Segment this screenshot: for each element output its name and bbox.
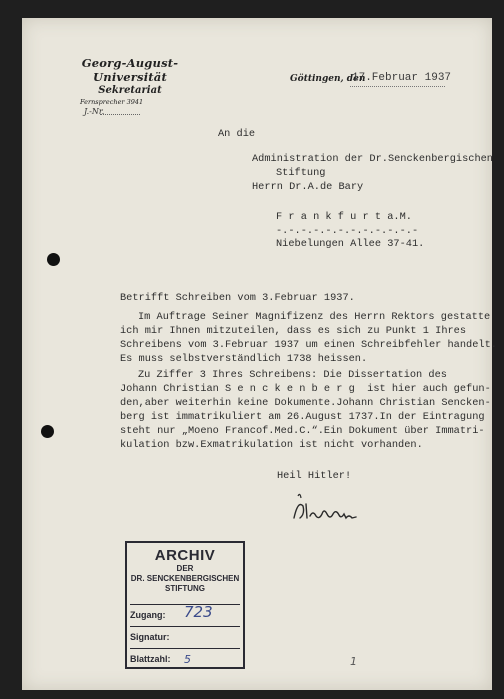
body-line: steht nur „Moeno Francof.Med.C.“.Ein Dokument über Immatri-: [120, 425, 485, 437]
body-line: Im Auftrage Seiner Magnifizenz des Herrn Rektors gestatte: [138, 311, 491, 323]
recipient-line: Stiftung: [276, 167, 326, 179]
stamp-line: STIFTUNG: [165, 584, 205, 593]
body-line: den,aber weiterhin keine Dokumente.Johann Christian Sencken-: [120, 397, 491, 409]
stamp-field-signatur: [130, 626, 240, 648]
recipient-line: Herrn Dr.A.de Bary: [252, 181, 364, 193]
punch-hole: [47, 253, 60, 266]
body-line: Johann Christian S e n c k e n b e r g ist hier auch gefun-: [120, 383, 491, 395]
phone-number: Fernsprecher 3941: [80, 98, 144, 106]
stamp-title: ARCHIV: [154, 547, 216, 564]
dateline-place: Göttingen, den: [290, 74, 366, 84]
stamp-field-value: 723: [184, 603, 213, 621]
body-line: Zu Ziffer 3 Ihres Schreibens: Die Dissertation des: [138, 369, 447, 381]
stamp-line: DR. SENCKENBERGISCHEN: [130, 574, 240, 583]
recipient-salutation: An die: [218, 128, 256, 140]
subject-line: Betrifft Schreiben vom 3.Februar 1937.: [120, 292, 355, 304]
department-name: Sekretariat: [98, 85, 162, 96]
stamp-field-zugang: [130, 604, 240, 626]
letterhead: [60, 56, 200, 106]
handwritten-signature: [290, 490, 380, 526]
stamp-field-blattzahl: [130, 648, 240, 670]
stamp-field-value: 5: [184, 653, 191, 666]
body-line: berg ist immatrikuliert am 26.August 1737.In der Eintragung: [120, 411, 485, 423]
stamp-field-label: Signatur:: [130, 632, 170, 642]
archive-stamp: [125, 541, 245, 669]
closing: Heil Hitler!: [277, 470, 352, 482]
recipient-separator: -.-.-.-.-.-.-.-.-.-.-.-: [276, 225, 419, 237]
body-line: Schreibens vom 3.Februar 1937 um einen Schreibfehler handelt.: [120, 339, 497, 351]
recipient-city: F r a n k f u r t a.M.: [276, 211, 412, 223]
stamp-field-label: Zugang:: [130, 610, 166, 620]
reference-line: [100, 114, 140, 115]
recipient-street: Niebelungen Allee 37-41.: [276, 238, 425, 250]
body-line: kulation bzw.Exmatrikulation ist nicht vorhanden.: [120, 439, 423, 451]
stamp-field-label: Blattzahl:: [130, 654, 171, 664]
recipient-line: Administration der Dr.Senckenbergischen: [252, 153, 493, 165]
university-name: Georg-August-Universität: [81, 56, 179, 84]
page-number: 1: [350, 655, 357, 668]
stamp-line: DER: [176, 564, 194, 573]
punch-hole: [41, 425, 54, 438]
body-line: ich mir Ihnen mitzuteilen, dass es sich zu Punkt 1 Ihres: [120, 325, 467, 337]
dateline-date: 17.Februar 1937: [352, 72, 452, 84]
body-line: Es muss selbstverständlich 1738 heissen.: [120, 353, 368, 365]
reference-label: J.-Nr.: [84, 107, 105, 116]
dateline-underline: [350, 86, 445, 87]
stamp-fields: [130, 604, 240, 670]
